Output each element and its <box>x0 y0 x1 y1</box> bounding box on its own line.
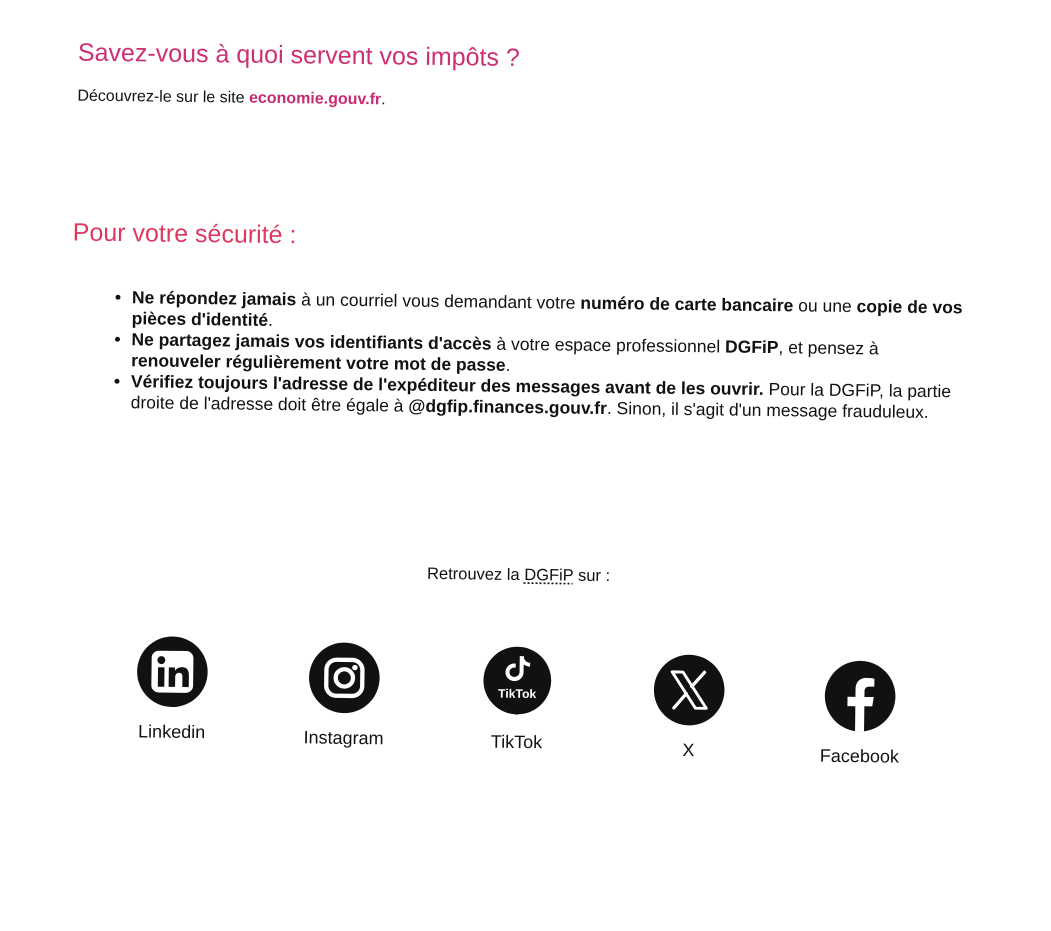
follow-prefix: Retrouvez la <box>426 564 525 585</box>
bullet-strong: Ne partagez jamais vos identifiants d'accès <box>131 329 492 354</box>
x-icon[interactable] <box>653 654 726 727</box>
bullet-strong: Ne répondez jamais <box>131 287 297 310</box>
taxes-intro-text: Découvrez-le sur le site <box>77 87 250 107</box>
security-list <box>114 287 970 423</box>
bullet-strong: Vérifiez toujours l'adresse de l'expéditeur des messages avant de les ouvrir. <box>130 371 764 399</box>
social-label: X <box>682 740 695 761</box>
social-tiktok[interactable] <box>441 645 592 754</box>
tiktok-icon[interactable] <box>481 646 554 719</box>
taxes-intro-end: . <box>381 91 386 109</box>
taxes-heading: Savez-vous à quoi servent vos impôts ? <box>77 38 520 72</box>
economie-link[interactable]: economie.gouv.fr <box>248 89 382 109</box>
tiktok-wordmark: TikTok <box>497 686 537 702</box>
follow-line <box>0 560 1039 592</box>
instagram-icon[interactable] <box>308 641 381 714</box>
social-instagram[interactable] <box>268 641 419 750</box>
facebook-icon[interactable] <box>824 660 897 733</box>
social-label: TikTok <box>490 731 543 753</box>
follow-suffix: sur : <box>573 566 611 586</box>
bullet-strong: numéro de carte bancaire <box>580 292 794 316</box>
social-label: Instagram <box>303 727 384 749</box>
bullet-strong: renouveler régulièrement votre mot de passe <box>131 350 506 375</box>
bullet-text: , et pensez à <box>778 337 879 359</box>
social-facebook[interactable] <box>784 659 935 768</box>
bullet-strong: DGFiP <box>724 336 779 358</box>
bullet-text: . <box>505 354 511 375</box>
linkedin-icon[interactable] <box>136 635 209 708</box>
bullet-strong: @dgfip.finances.gouv.fr <box>408 395 608 419</box>
bullet-text: à votre espace professionnel <box>491 333 726 357</box>
taxes-intro <box>77 88 385 110</box>
bullet-text: ou une <box>793 295 857 317</box>
social-x[interactable] <box>613 653 764 762</box>
social-linkedin[interactable] <box>97 635 248 744</box>
bullet-text: . Sinon, il s'agit d'un message frauduleux. <box>606 398 929 422</box>
bullet-text: à un courriel vous demandant votre <box>296 289 581 313</box>
bullet-text: Pour la DGFiP, la partie droite de l'adresse doit être égale à <box>130 378 952 416</box>
social-label: Linkedin <box>138 721 206 743</box>
follow-org: DGFiP <box>524 566 574 585</box>
social-label: Facebook <box>819 745 900 767</box>
security-heading: Pour votre sécurité : <box>72 218 297 250</box>
bullet-strong: copie de vos pièces d'identité <box>131 296 963 330</box>
bullet-text: . <box>267 309 274 330</box>
